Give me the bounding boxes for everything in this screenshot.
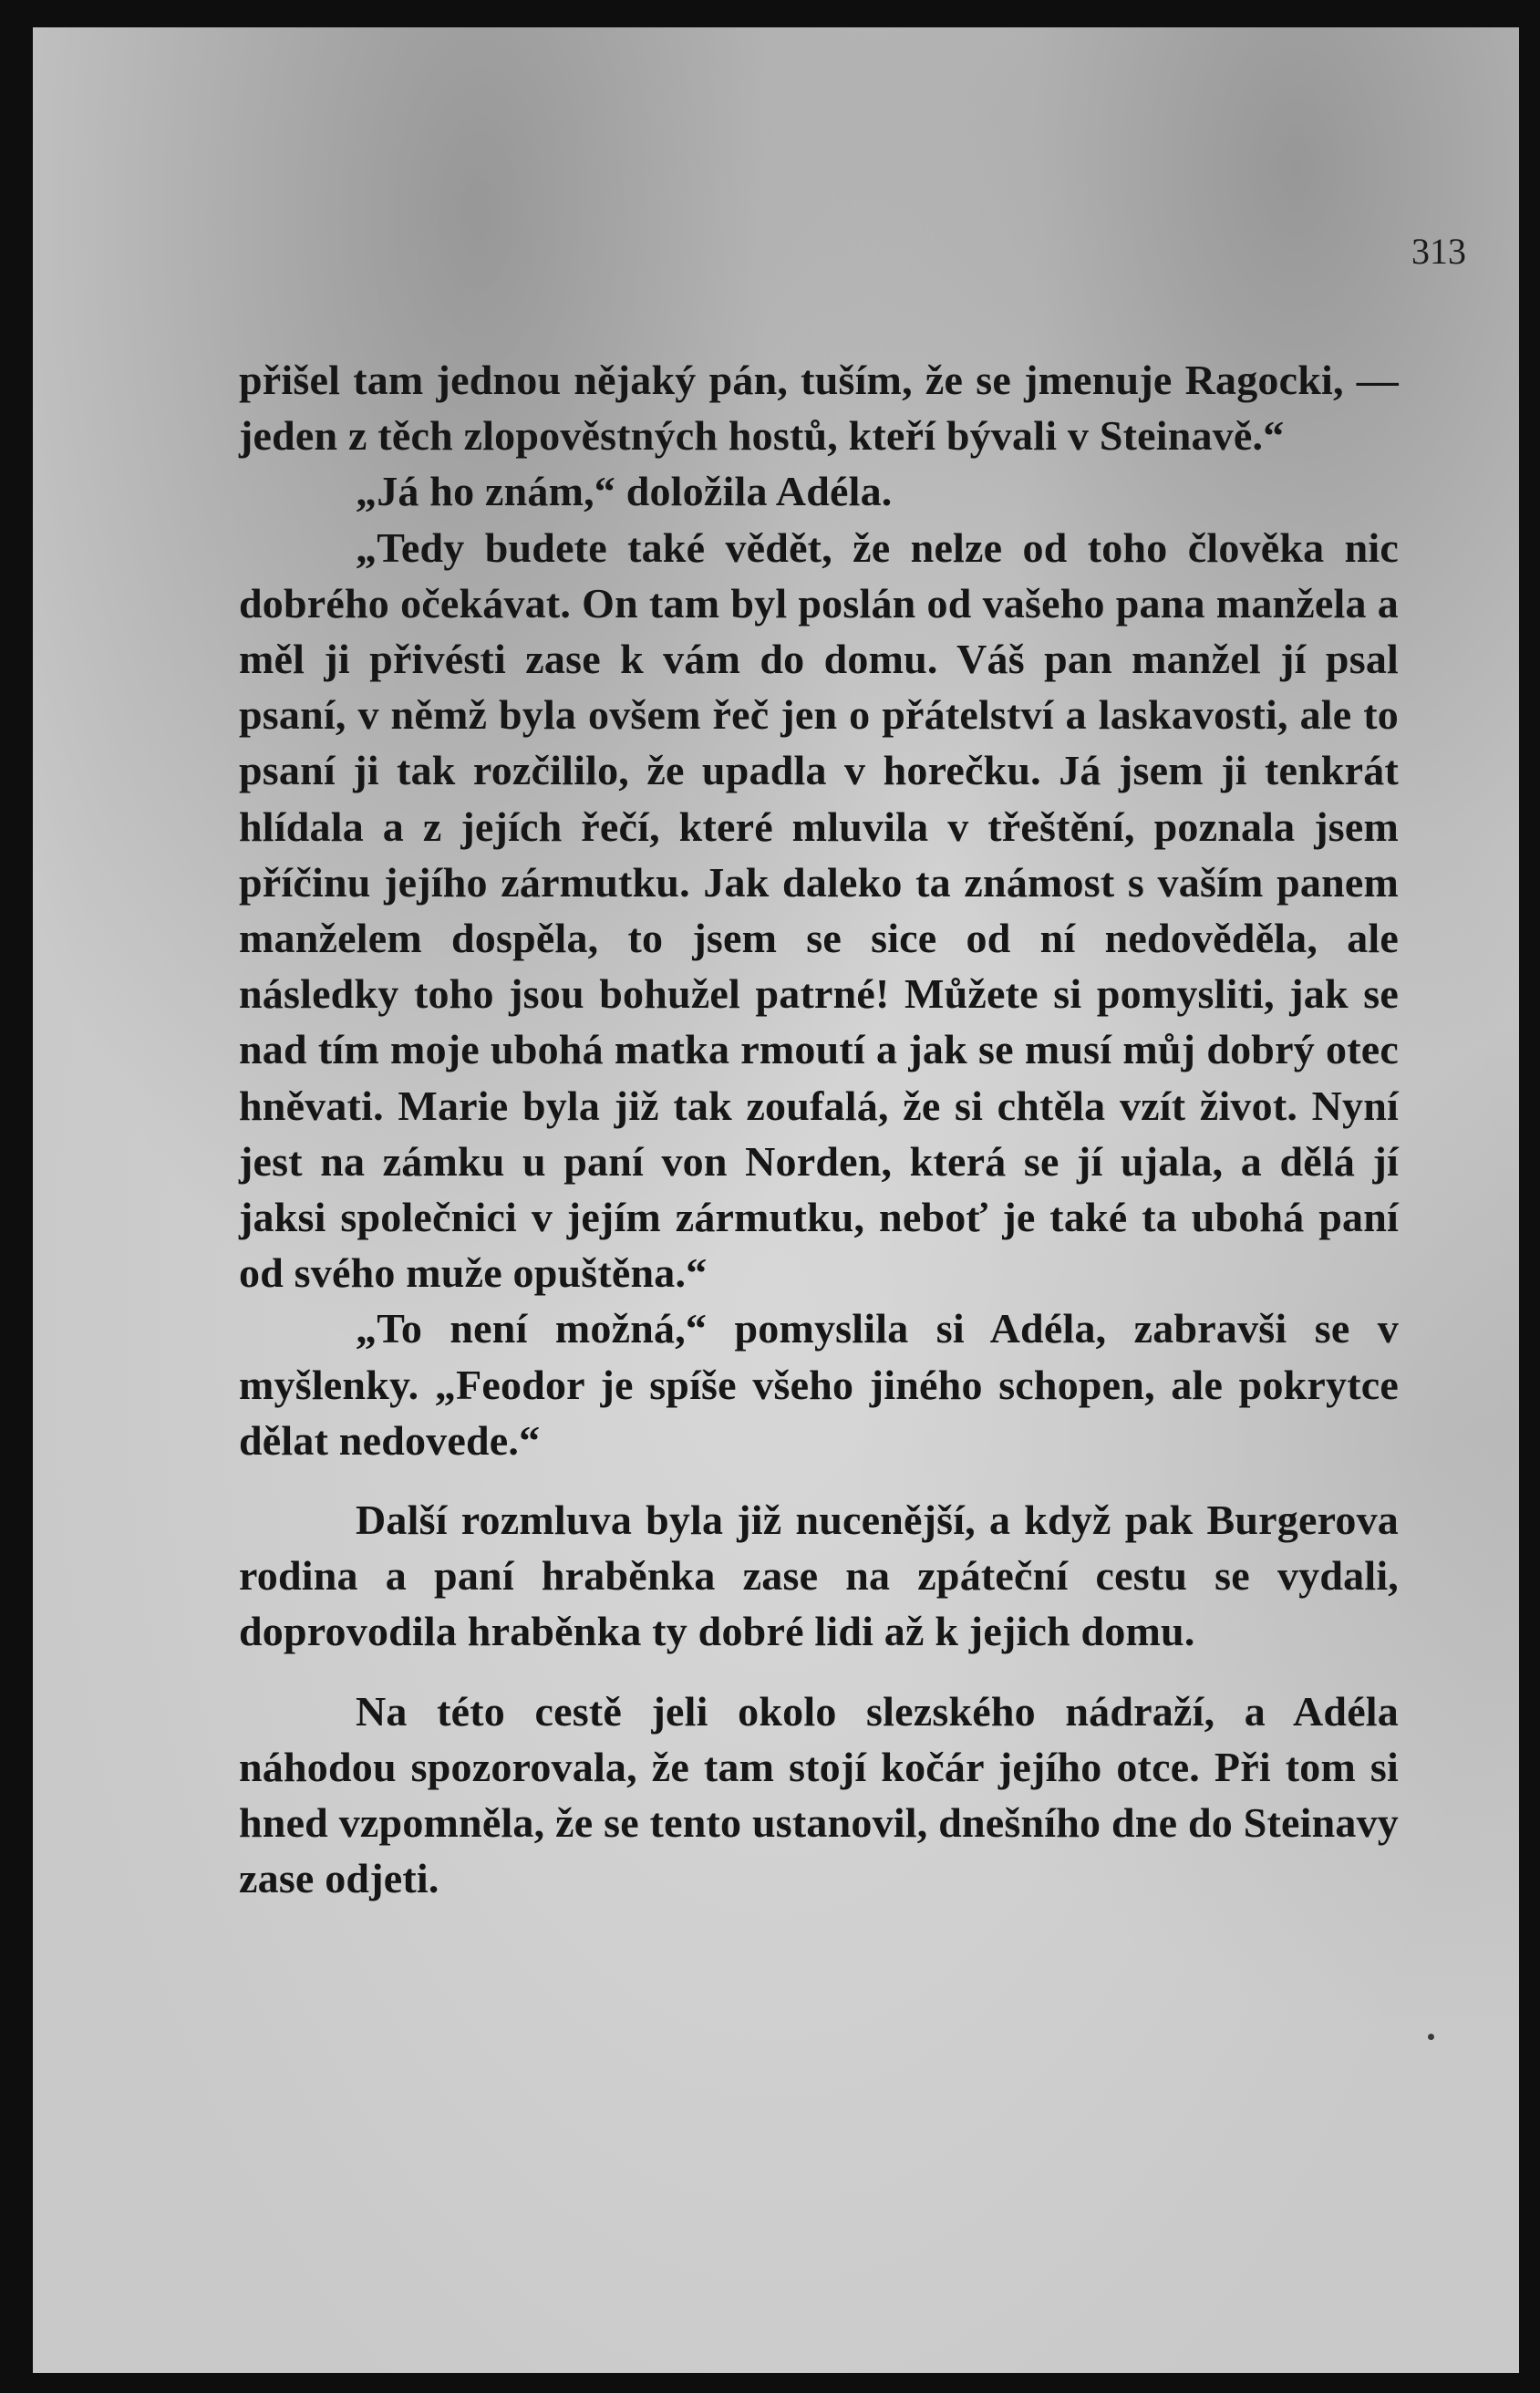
paragraph: Na této cestě jeli okolo slezského nádraží, a Adéla náhodou spozorovala, že tam stojí kočár jejího otce. Při tom si hned vzpomněla, že se tento ustanovil, dnešního dne do Steinavy zase odjeti. [239, 1687, 1399, 1902]
page-number: 313 [1411, 231, 1466, 272]
paragraph: „To není možná,“ pomyslila si Adéla, zabravši se v myšlenky. „Feodor je spíše všeho jiného schopen, ale pokrytce dělat nedovede.“ [239, 1305, 1399, 1464]
paragraph: „Tedy budete také vědět, že nelze od toho člověka nic dobrého očekávat. On tam byl poslán od vašeho pana manžela a měl ji přivésti zase k vám do domu. Váš pan manžel jí psal psaní, v němž byla ovšem řeč jen o přátelství a laskavosti, ale to psaní ji tak rozčililo, že upadla v horečku. Já jsem ji tenkrát hlídala a z jejích řečí, které mluvila v třeštění, poznala jsem příčinu jejího zármutku. Jak daleko ta známost s vaším panem manželem dospěla, to jsem se sice od ní nedověděla, ale následky toho jsou bohužel patrné! Můžete si pomysliti, jak se nad tím moje ubohá matka rmoutí a jak se musí můj dobrý otec hněvati. Marie byla již tak zoufalá, že si chtěla vzít život. Nyní jest na zámku u paní von Norden, která se jí ujala, a dělá jí jaksi společnici v jejím zármutku, neboť je také ta ubohá paní od svého muže opuštěna.“ [239, 523, 1399, 1297]
paragraph: „Já ho znám,“ doložila Adéla. [356, 468, 893, 515]
book-page [33, 27, 1519, 2373]
paragraph: přišel tam jednou nějaký pán, tuším, že se jmenuje Ragocki, — jeden z těch zlopověstných hostů, kteří bývali v Steinavě.“ [239, 357, 1399, 460]
body-text [239, 352, 1399, 1906]
paragraph: Další rozmluva byla již nucenější, a když pak Burgerova rodina a paní hraběnka zase na zpáteční cestu se vydali, doprovodila hraběnka ty dobré lidi až k jejich domu. [239, 1497, 1399, 1655]
margin-speck [1428, 2034, 1434, 2040]
